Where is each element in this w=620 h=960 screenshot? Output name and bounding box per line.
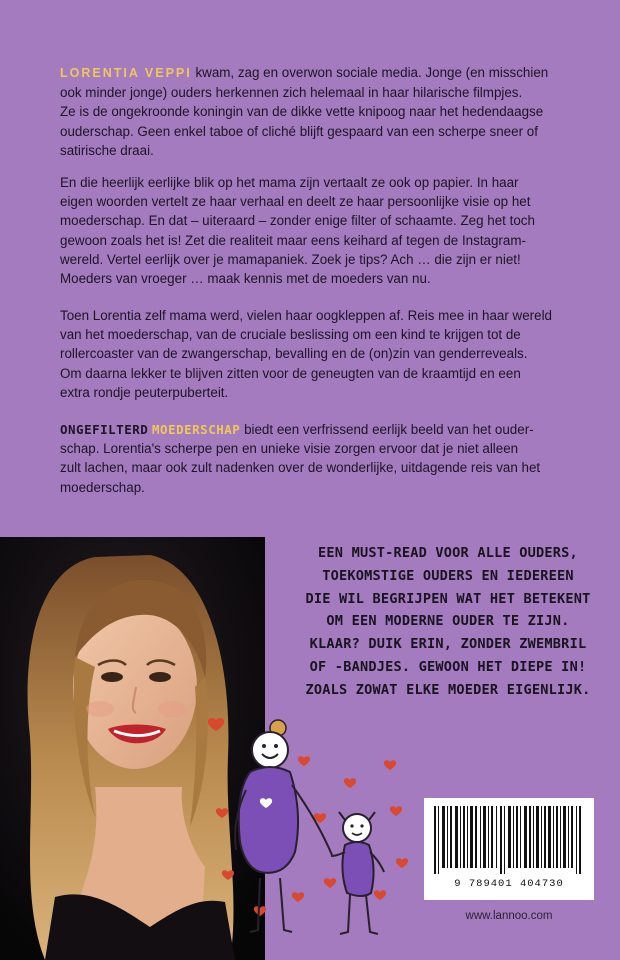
intro-line: Ze is de ongekroonde koningin van de dikke vette knipoog naar het hedendaagse <box>60 104 544 120</box>
paragraph-line: schap. Lorentia's scherpe pen en unieke visie zorgen ervoor dat je niet alleen <box>60 441 519 457</box>
quote-line: EEN MUST-READ VOOR ALLE OUDERS, <box>318 545 578 561</box>
paragraph-line: En die heerlijk eerlijke blik op het mama zijn vertaalt ze ook op papier. In haar <box>60 175 519 190</box>
paragraph-line: gewoon zoals het is! Zet die realiteit maar eens keihard af tegen de Instagram- <box>60 232 526 248</box>
isbn-number: 9 789401 404730 <box>454 878 564 890</box>
author-name: LORENTIA VEPPI <box>60 66 192 80</box>
mother-figure <box>235 720 332 932</box>
paragraph-line: extra rondje peuterpuberteit. <box>60 384 229 400</box>
paragraph-line: rollercoaster van de zwangerschap, bevalling en de (on)zin van genderreveals. <box>60 346 528 362</box>
paragraph-line: biedt een verfrissend eerlijk beeld van het ouder- <box>244 422 534 437</box>
child-figure <box>331 812 384 934</box>
quote-line: OM EEN MODERNE OUDER TE ZIJN. <box>326 613 570 630</box>
paragraph-line: eigen woorden vertelt ze haar verhaal en deelt ze haar persoonlijke visie op het <box>60 194 531 210</box>
intro-line: kwam, zag en overwon sociale media. Jonge (en misschien <box>195 65 549 80</box>
intro-paragraph <box>60 63 560 160</box>
book-title-part2: MOEDERSCHAP <box>152 422 241 437</box>
isbn-barcode <box>424 798 594 900</box>
publisher-website: www.lannoo.com <box>465 910 553 922</box>
paragraph-line: Toen Lorentia zelf mama werd, vielen haar oogkleppen af. Reis mee in haar wereld <box>60 308 553 323</box>
quote-line: DIE WIL BEGRIJPEN WAT HET BETEKENT <box>305 590 591 607</box>
paragraph-line: moederschap. <box>60 479 145 495</box>
quote-line: ZOALS ZOWAT ELKE MOEDER EIGENLIJK. <box>305 681 591 698</box>
paragraph-line: van het moederschap, van de cruciale beslissing om een kind te krijgen tot de <box>60 327 521 343</box>
paragraph-line: wereld. Vertel eerlijk over je mamapaniek. Zoek je tips? Ach … die zijn er niet! <box>60 251 521 267</box>
mother-child-illustration <box>200 700 420 960</box>
paragraph-line: Om daarna lekker te blijven zitten voor de geneugten van de kraamtijd en een <box>60 365 521 381</box>
intro-line: ouderschap. Geen enkel taboe of cliché blijft gespaard van een scherpe sneer of <box>60 123 538 139</box>
quote-line: KLAAR? DUIK ERIN, ZONDER ZWEMBRIL <box>309 636 587 653</box>
intro-line: ook minder jonge) ouders herkennen zich helemaal in haar hilarische filmpjes. <box>60 85 523 101</box>
paragraph-4 <box>60 420 560 497</box>
paragraph-3 <box>60 306 560 402</box>
intro-line: satirische draai. <box>60 142 154 158</box>
paragraph-line: moederschap. En dat – uiteraard – zonder enige filter of schaamte. Zeg het toch <box>60 213 535 229</box>
quote-line: OF -BANDJES. GEWOON HET DIEPE IN! <box>309 658 587 675</box>
quote-line: TOEKOMSTIGE OUDERS EN IEDEREEN <box>322 567 574 584</box>
paragraph-2 <box>60 173 560 288</box>
paragraph-line: Moeders van vroeger … maak kennis met de moeders van nu. <box>60 271 431 287</box>
pull-quote <box>283 542 613 702</box>
book-title-part1: ONGEFILTERD <box>60 422 149 437</box>
paragraph-line: zult lachen, maar ook zult nadenken over de wonderlijke, uitdagende reis van het <box>60 460 541 476</box>
barcode-icon <box>434 806 584 874</box>
